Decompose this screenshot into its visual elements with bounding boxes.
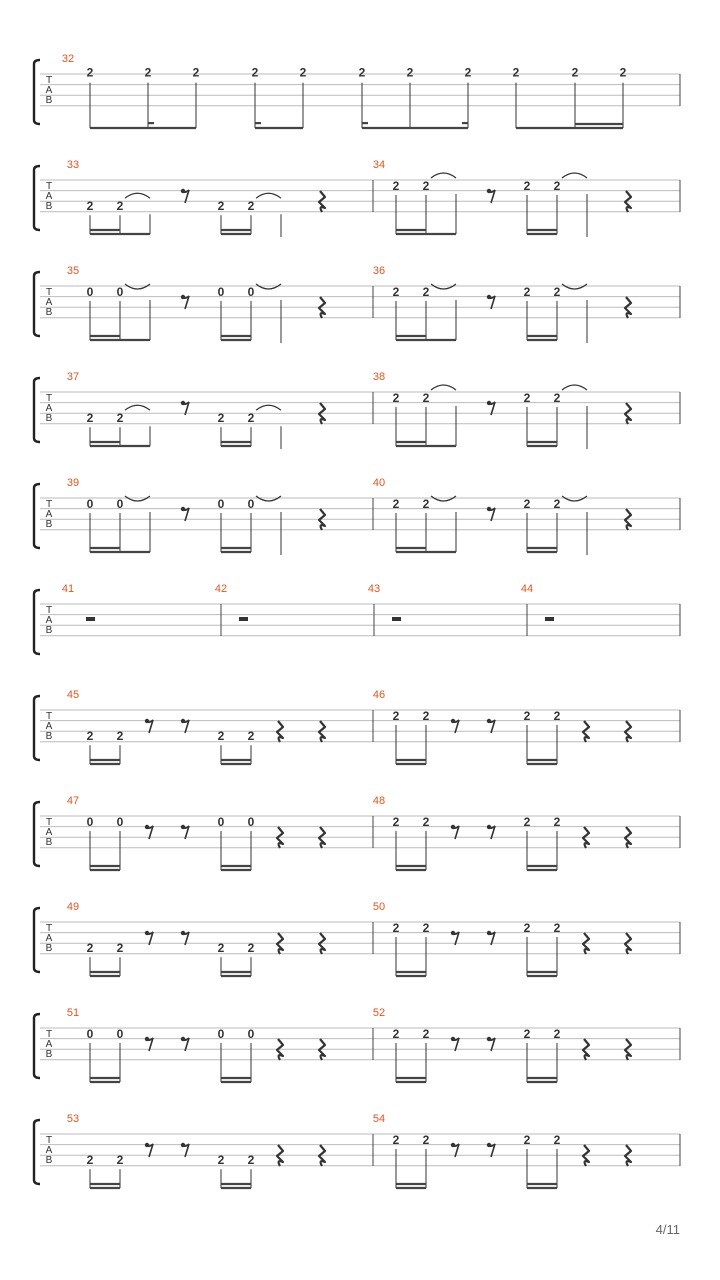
fret-number: 2 xyxy=(247,411,255,426)
fret-number: 2 xyxy=(217,199,225,214)
fret-number: 0 xyxy=(217,285,225,299)
tie-arc xyxy=(125,193,150,198)
fret-number: 2 xyxy=(116,1153,124,1168)
fret-number: 2 xyxy=(571,65,579,80)
fret-number: 2 xyxy=(247,199,255,214)
fret-number: 2 xyxy=(523,497,531,511)
fret-number: 2 xyxy=(422,709,430,723)
fret-number: 2 xyxy=(422,497,430,511)
fret-number: 2 xyxy=(86,1153,94,1168)
measure-number: 39 xyxy=(66,477,80,489)
tab-clef-b: B xyxy=(45,731,53,742)
measure-number: 44 xyxy=(520,583,534,595)
fret-number: 0 xyxy=(116,285,124,299)
fret-number: 2 xyxy=(392,815,400,829)
tab-clef-t: T xyxy=(45,605,53,616)
fret-number: 2 xyxy=(247,1153,255,1168)
measure-number: 41 xyxy=(61,583,75,595)
tab-clef-a: A xyxy=(45,509,53,520)
measure-number: 38 xyxy=(372,371,386,383)
measure-number: 49 xyxy=(66,901,80,913)
fret-number: 2 xyxy=(523,391,531,405)
measure-number: 35 xyxy=(66,265,80,277)
tab-clef-a: A xyxy=(45,721,53,732)
measure-number: 37 xyxy=(66,371,80,383)
tab-clef-a: A xyxy=(45,933,53,944)
system-bracket xyxy=(34,908,40,972)
fret-number: 2 xyxy=(217,941,225,956)
fret-number: 2 xyxy=(247,941,255,956)
tab-clef-b: B xyxy=(45,1155,53,1166)
fret-number: 2 xyxy=(422,815,430,829)
tie-arc xyxy=(562,173,587,178)
fret-number: 2 xyxy=(523,285,531,299)
fret-number: 0 xyxy=(247,1027,255,1041)
tab-clef-a: A xyxy=(45,1145,53,1156)
tie-arc xyxy=(256,405,281,410)
fret-number: 0 xyxy=(217,815,225,829)
tab-clef-t: T xyxy=(45,923,53,934)
fret-number: 2 xyxy=(422,921,430,935)
system-bracket xyxy=(34,60,40,124)
fret-number: 0 xyxy=(217,497,225,511)
fret-number: 0 xyxy=(86,497,94,511)
measure-number: 50 xyxy=(372,901,386,913)
fret-number: 2 xyxy=(553,815,561,829)
beam-stub xyxy=(255,122,261,124)
measure-number: 48 xyxy=(372,795,386,807)
measure-number: 43 xyxy=(367,583,381,595)
beam-stub xyxy=(148,122,154,124)
measure-number: 36 xyxy=(372,265,386,277)
tab-clef-t: T xyxy=(45,1135,53,1146)
beam-stub xyxy=(362,122,368,124)
fret-number: 0 xyxy=(86,815,94,829)
fret-number: 2 xyxy=(553,391,561,405)
beam-stub xyxy=(462,122,468,124)
fret-number: 0 xyxy=(217,1027,225,1041)
tie-arc xyxy=(125,405,150,410)
fret-number: 2 xyxy=(422,391,430,405)
tab-clef-t: T xyxy=(45,817,53,828)
fret-number: 2 xyxy=(247,729,255,744)
whole-rest xyxy=(239,617,248,621)
system-bracket xyxy=(34,1014,40,1078)
page-number: 4/11 xyxy=(655,1222,680,1237)
measure-number: 40 xyxy=(372,477,386,489)
fret-number: 2 xyxy=(523,1027,531,1041)
fret-number: 2 xyxy=(523,921,531,935)
system-bracket xyxy=(34,590,40,654)
tab-clef-t: T xyxy=(45,75,53,86)
tab-clef-b: B xyxy=(45,519,53,530)
fret-number: 0 xyxy=(86,285,94,299)
system-bracket xyxy=(34,272,40,336)
tab-clef-a: A xyxy=(45,827,53,838)
tab-clef-t: T xyxy=(45,711,53,722)
fret-number: 2 xyxy=(392,285,400,299)
system-bracket xyxy=(34,696,40,760)
fret-number: 2 xyxy=(86,65,94,80)
fret-number: 2 xyxy=(217,729,225,744)
fret-number: 2 xyxy=(523,1133,531,1147)
fret-number: 2 xyxy=(422,1027,430,1041)
fret-number: 2 xyxy=(406,65,414,80)
fret-number: 2 xyxy=(553,1133,561,1147)
fret-number: 2 xyxy=(512,65,520,80)
fret-number: 2 xyxy=(299,65,307,80)
fret-number: 2 xyxy=(86,729,94,744)
tie-arc xyxy=(431,173,456,178)
tab-clef-a: A xyxy=(45,297,53,308)
measure-number: 45 xyxy=(66,689,80,701)
system-bracket xyxy=(34,378,40,442)
fret-number: 2 xyxy=(422,285,430,299)
fret-number: 2 xyxy=(217,1153,225,1168)
fret-number: 2 xyxy=(422,179,430,193)
fret-number: 0 xyxy=(247,497,255,511)
fret-number: 2 xyxy=(86,941,94,956)
fret-number: 2 xyxy=(392,179,400,193)
fret-number: 2 xyxy=(553,1027,561,1041)
fret-number: 2 xyxy=(619,65,627,80)
tab-clef-a: A xyxy=(45,403,53,414)
fret-number: 2 xyxy=(464,65,472,80)
whole-rest xyxy=(392,617,401,621)
tab-clef-t: T xyxy=(45,287,53,298)
tab-clef-b: B xyxy=(45,95,53,106)
tie-arc xyxy=(562,385,587,390)
measure-number: 33 xyxy=(66,159,80,171)
system-bracket xyxy=(34,1120,40,1184)
tab-clef-t: T xyxy=(45,181,53,192)
fret-number: 2 xyxy=(392,921,400,935)
fret-number: 2 xyxy=(217,411,225,426)
fret-number: 2 xyxy=(251,65,259,80)
tab-clef-b: B xyxy=(45,201,53,212)
measure-number: 47 xyxy=(66,795,80,807)
tie-arc xyxy=(256,193,281,198)
fret-number: 0 xyxy=(247,815,255,829)
whole-rest xyxy=(545,617,554,621)
fret-number: 0 xyxy=(116,497,124,511)
measure-number: 46 xyxy=(372,689,386,701)
fret-number: 2 xyxy=(392,1027,400,1041)
fret-number: 2 xyxy=(553,179,561,193)
fret-number: 2 xyxy=(553,921,561,935)
fret-number: 2 xyxy=(86,411,94,426)
measure-number: 53 xyxy=(66,1113,80,1125)
fret-number: 2 xyxy=(553,709,561,723)
tab-clef-a: A xyxy=(45,1039,53,1050)
system-bracket xyxy=(34,166,40,230)
tab-clef-b: B xyxy=(45,413,53,424)
fret-number: 0 xyxy=(116,1027,124,1041)
tab-clef-t: T xyxy=(45,1029,53,1040)
measure-number: 54 xyxy=(372,1113,386,1125)
tab-clef-b: B xyxy=(45,1049,53,1060)
system-bracket xyxy=(34,802,40,866)
measure-number: 51 xyxy=(66,1007,80,1019)
measure-number: 52 xyxy=(372,1007,386,1019)
fret-number: 2 xyxy=(523,815,531,829)
fret-number: 0 xyxy=(116,815,124,829)
tab-clef-t: T xyxy=(45,499,53,510)
tab-clef-a: A xyxy=(45,191,53,202)
fret-number: 2 xyxy=(392,391,400,405)
measure-number: 42 xyxy=(214,583,228,595)
system-bracket xyxy=(34,484,40,548)
fret-number: 2 xyxy=(553,285,561,299)
measure-number: 32 xyxy=(61,53,75,65)
tie-arc xyxy=(431,385,456,390)
tab-clef-t: T xyxy=(45,393,53,404)
tab-clef-b: B xyxy=(45,307,53,318)
fret-number: 2 xyxy=(192,65,200,80)
measure-number: 34 xyxy=(372,159,386,171)
tab-clef-b: B xyxy=(45,943,53,954)
fret-number: 2 xyxy=(392,1133,400,1147)
fret-number: 2 xyxy=(523,709,531,723)
fret-number: 2 xyxy=(116,729,124,744)
fret-number: 2 xyxy=(116,411,124,426)
fret-number: 0 xyxy=(86,1027,94,1041)
fret-number: 2 xyxy=(116,199,124,214)
fret-number: 0 xyxy=(247,285,255,299)
fret-number: 2 xyxy=(392,709,400,723)
fret-number: 2 xyxy=(86,199,94,214)
tab-clef-a: A xyxy=(45,615,53,626)
tab-clef-a: A xyxy=(45,85,53,96)
fret-number: 2 xyxy=(523,179,531,193)
fret-number: 2 xyxy=(553,497,561,511)
fret-number: 2 xyxy=(358,65,366,80)
fret-number: 2 xyxy=(392,497,400,511)
whole-rest xyxy=(86,617,95,621)
tab-clef-b: B xyxy=(45,625,53,636)
fret-number: 2 xyxy=(144,65,152,80)
tab-clef-b: B xyxy=(45,837,53,848)
fret-number: 2 xyxy=(116,941,124,956)
fret-number: 2 xyxy=(422,1133,430,1147)
